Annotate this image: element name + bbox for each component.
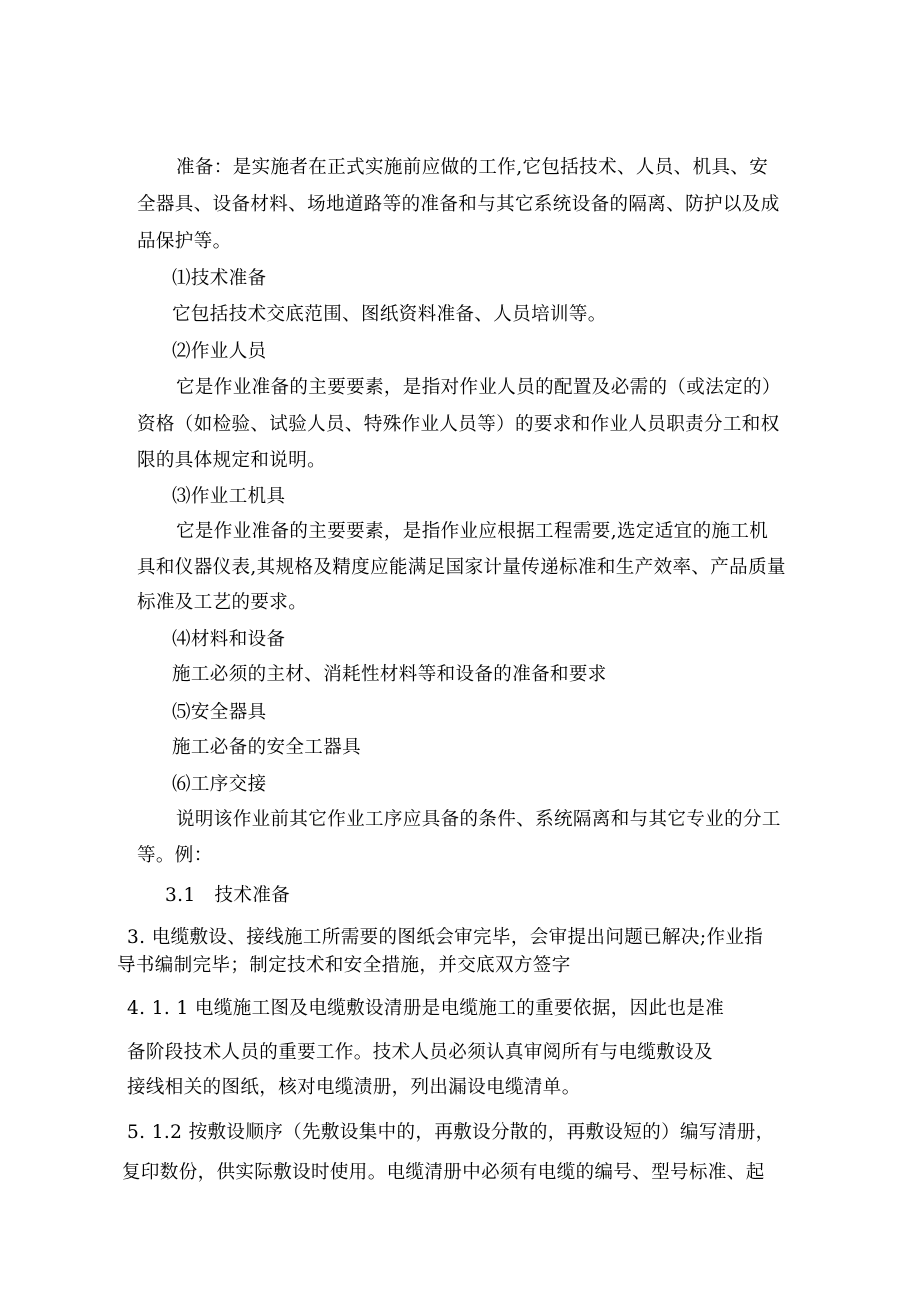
item4-text: 施工必须的主材、消耗性材料等和设备的准备和要求: [172, 664, 607, 685]
list-item-3-line: 3. 电缆敷设、接线施工所需要的图纸会审完毕，会审提出问题已解决;作业指: [127, 927, 764, 948]
prep-paragraph-line: 全器具、设备材料、场地道路等的准备和与其它系统设备的隔离、防护以及成: [137, 194, 780, 215]
section-3-1-heading: 3.1 技术准备: [165, 885, 291, 906]
item3-paragraph-line: 标准及工艺的要求。: [137, 592, 308, 613]
item5-text: 施工必备的安全工器具: [172, 737, 362, 758]
list-item-4-line: 4. 1. 1 电缆施工图及电缆敷设清册是电缆施工的重要依据，因此也是准: [127, 998, 725, 1019]
item1-text: 它包括技术交底范围、图纸资料准备、人员培训等。: [172, 304, 607, 325]
item6-heading: ⑹工序交接: [172, 774, 267, 795]
list-item-4-line: 接线相关的图纸，核对电缆渍册，列出漏设电缆清单。: [127, 1077, 581, 1098]
item5-heading: ⑸安全器具: [172, 702, 267, 723]
list-item-3-line: 导书编制完毕；制定技术和安全措施，并交底双方签字: [117, 955, 571, 976]
item6-paragraph-line: 说明该作业前其它作业工序应具备的条件、系统隔离和与其它专业的分工: [176, 809, 781, 830]
item2-paragraph-line: 资格（如检验、试验人员、特殊作业人员等）的要求和作业人员职责分工和权: [137, 414, 780, 435]
item2-paragraph-line: 它是作业准备的主要要素，是指对作业人员的配置及必需的（或法定的）: [176, 377, 781, 398]
item3-paragraph-line: 具和仪器仪表,其规格及精度应能满足国家计量传递标准和生产效率、产品质量: [137, 557, 786, 578]
list-item-5-line: 5. 1.2 按敷设顺序（先敷设集中的，再敷设分散的，再敷设短的）编写清册，: [127, 1122, 775, 1143]
list-item-5-line: 复印数份，供实际敷设时使用。电缆清册中必须有电缆的编号、型号标准、起: [122, 1162, 765, 1183]
list-item-4-line: 备阶段技术人员的重要工作。技术人员必须认真审阅所有与电缆敷设及: [127, 1042, 713, 1063]
item3-paragraph-line: 它是作业准备的主要要素，是指作业应根据工程需要,选定适宜的施工机: [176, 521, 769, 542]
item4-heading: ⑷材料和设备: [172, 629, 286, 650]
item2-paragraph-line: 限的具体规定和说明。: [137, 450, 327, 471]
item1-heading: ⑴技术准备: [172, 268, 267, 289]
item2-heading: ⑵作业人员: [172, 341, 267, 362]
prep-paragraph-line: 准备：是实施者在正式实施前应做的工作,它包括技术、人员、机具、安: [176, 157, 769, 178]
item3-heading: ⑶作业工机具: [172, 486, 286, 507]
prep-paragraph-line: 品保护等。: [137, 231, 232, 252]
item6-paragraph-line: 等。例：: [137, 845, 213, 866]
